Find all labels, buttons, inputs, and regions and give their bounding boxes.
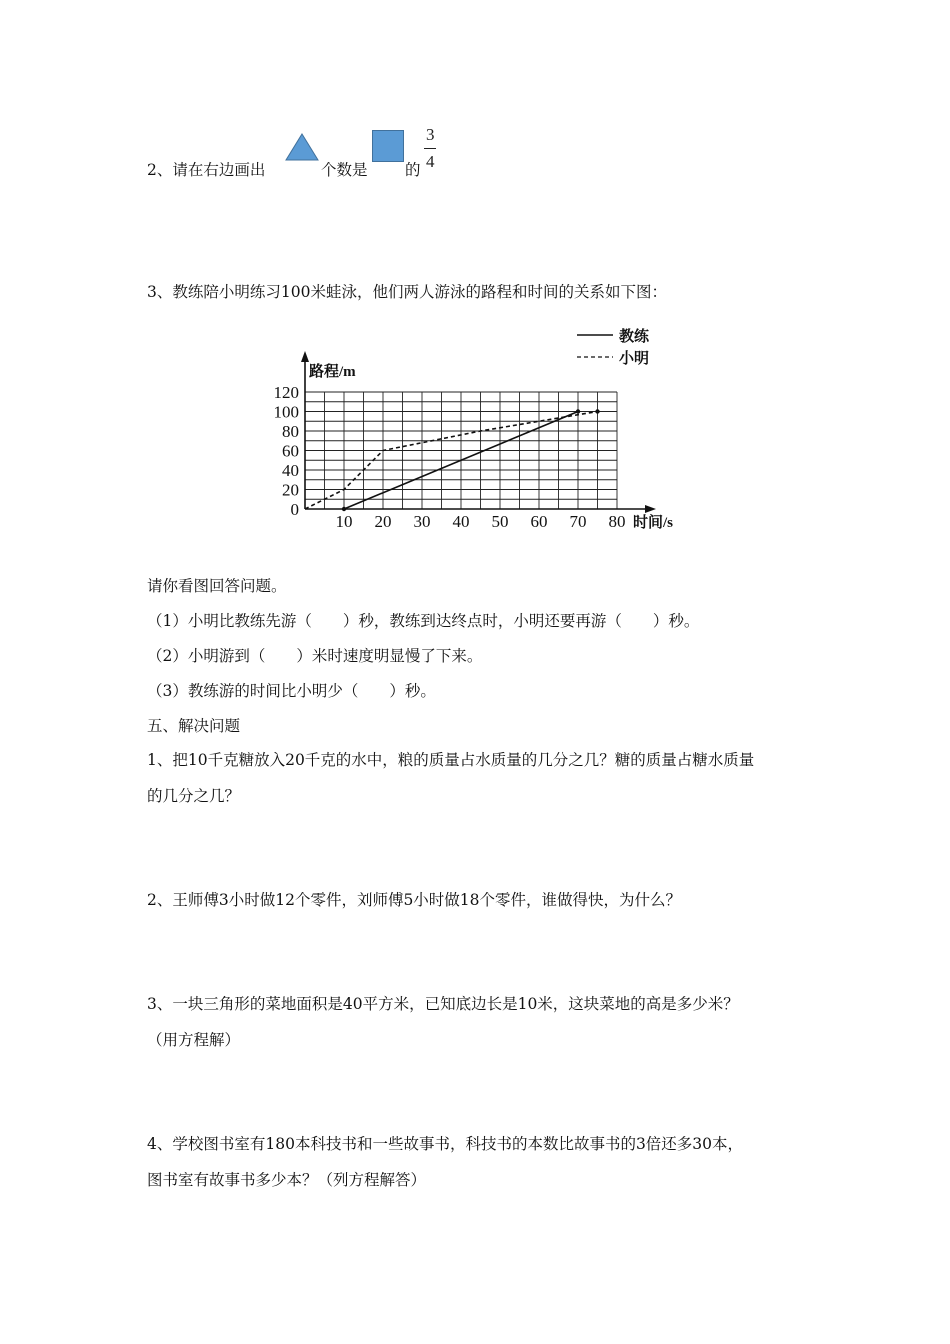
- q2-mid: 个数是: [321, 161, 368, 179]
- x-axis-label: 时间/s: [633, 515, 674, 531]
- problem-1-line1: 1、把10千克糖放入20千克的水中，粮的质量占水质量的几分之几？糖的质量占糖水质量: [147, 751, 755, 769]
- legend-label-coach: 教练: [619, 329, 650, 345]
- y-axis-arrow: [301, 351, 309, 362]
- x-tick-label: 50: [491, 512, 509, 531]
- section5-heading: 五、解决问题: [147, 717, 241, 735]
- triangle-icon: [285, 133, 319, 161]
- x-tick-label: 70: [569, 512, 587, 531]
- q3-sub2: （2）小明游到（ ）米时速度明显慢了下来。: [147, 647, 483, 665]
- x-tick-label: 80: [608, 512, 626, 531]
- problem-3-line1: 3、一块三角形的菜地面积是40平方米，已知底边长是10米，这块菜地的高是多少米？: [147, 995, 739, 1013]
- fraction-denominator: 4: [426, 152, 435, 171]
- square-icon: [372, 130, 404, 162]
- y-tick-label: 0: [290, 500, 299, 519]
- y-tick-label: 40: [282, 461, 299, 480]
- series-end-point: [595, 409, 599, 413]
- y-tick-label: 100: [273, 402, 299, 422]
- x-tick-label: 60: [530, 512, 548, 531]
- fraction-bar: [424, 148, 436, 149]
- x-axis-arrow: [645, 505, 656, 513]
- fraction-numerator: 3: [426, 125, 435, 144]
- x-tick-label: 40: [452, 512, 470, 531]
- distance-time-chart: [265, 320, 705, 540]
- y-tick-label: 60: [282, 441, 299, 461]
- chart-legend: [577, 327, 650, 367]
- y-axis-label: 路程/m: [309, 364, 356, 380]
- q2-suffix: 的: [405, 161, 421, 179]
- problem-4-line1: 4、学校图书室有180本科技书和一些故事书，科技书的本数比故事书的3倍还多30本，: [147, 1135, 744, 1153]
- problem-2: 2、王师傅3小时做12个零件，刘师傅5小时做18个零件，谁做得快，为什么？: [147, 891, 682, 909]
- q3-sub3: （3）教练游的时间比小明少（ ）秒。: [147, 682, 436, 700]
- q3-sub1: （1）小明比教练先游（ ）秒，教练到达终点时，小明还要再游（ ）秒。: [147, 612, 700, 630]
- legend-label-xiaoming: 小明: [619, 351, 650, 367]
- x-tick-label: 10: [335, 512, 353, 531]
- problem-3-line2: （用方程解）: [147, 1031, 241, 1049]
- x-tick-label: 30: [413, 512, 431, 531]
- series-start-point: [342, 507, 346, 511]
- y-tick-label: 120: [273, 383, 299, 402]
- q2-prefix: 2、请在右边画出: [147, 161, 266, 179]
- chart-grid: [305, 392, 617, 509]
- x-tick-label: 20: [374, 512, 392, 531]
- q3-prompt: 请你看图回答问题。: [147, 577, 287, 595]
- q3-intro: 3、教练陪小明练习100米蛙泳，他们两人游泳的路程和时间的关系如下图：: [147, 283, 667, 301]
- problem-4-line2: 图书室有故事书多少本？（列方程解答）: [147, 1171, 427, 1189]
- y-tick-label: 80: [282, 422, 299, 441]
- series-end-point: [576, 409, 580, 413]
- problem-1-line2: 的几分之几？: [147, 787, 241, 805]
- y-tick-label: 20: [282, 480, 299, 500]
